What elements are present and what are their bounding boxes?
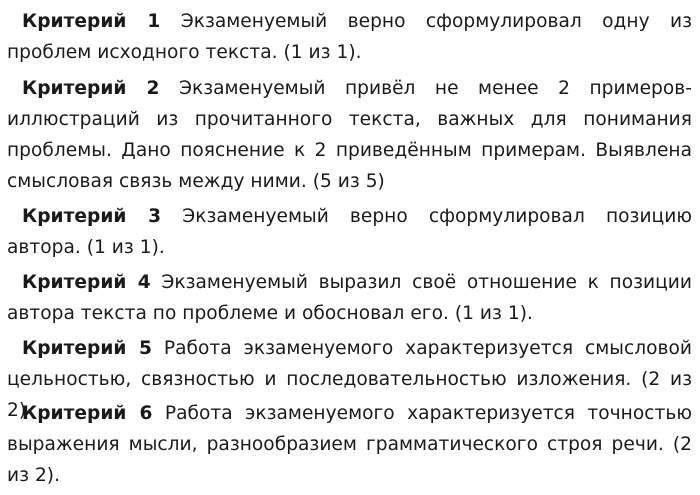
criterion-title-2: Критерий 2 [22,78,160,99]
criterion-paragraph-6 [7,398,692,491]
criterion-paragraph-4 [7,267,692,329]
criterion-text-2: Экзаменуемый привёл не менее 2 примеров-иллюстраций из прочитанного текста, важных для понимания проблемы. Дано пояснение к 2 приведённым примерам. Выявлена смысловая связь между ними. (5 из 5) [7,78,692,192]
criterion-title-1: Критерий 1 [22,11,161,32]
criterion-title-3: Критерий 3 [22,206,162,227]
criterion-title-5: Критерий 5 [22,338,152,359]
criterion-text-5: Работа экзаменуемого характеризуется смысловой цельностью, связностью и последовательностью изложения. (2 из 2) [7,338,692,421]
criterion-paragraph-2 [7,73,692,197]
criterion-text-6: Работа экзаменуемого характеризуется точностью выражения мысли, разнообразием грамматического строя речи. (2 из 2). [7,403,693,486]
criterion-paragraph-1 [7,6,692,68]
criterion-paragraph-3 [7,201,692,263]
criterion-text-4: Экзаменуемый выразил своё отношение к позиции автора текста по проблеме и обосновал его. (1 из 1). [7,272,692,324]
criterion-title-6: Критерий 6 [22,403,153,424]
criterion-title-4: Критерий 4 [22,272,151,293]
criterion-text-1: Экзаменуемый верно сформулировал одну из проблем исходного текста. (1 из 1). [7,11,692,63]
criterion-text-3: Экзаменуемый верно сформулировал позицию автора. (1 из 1). [7,206,692,258]
